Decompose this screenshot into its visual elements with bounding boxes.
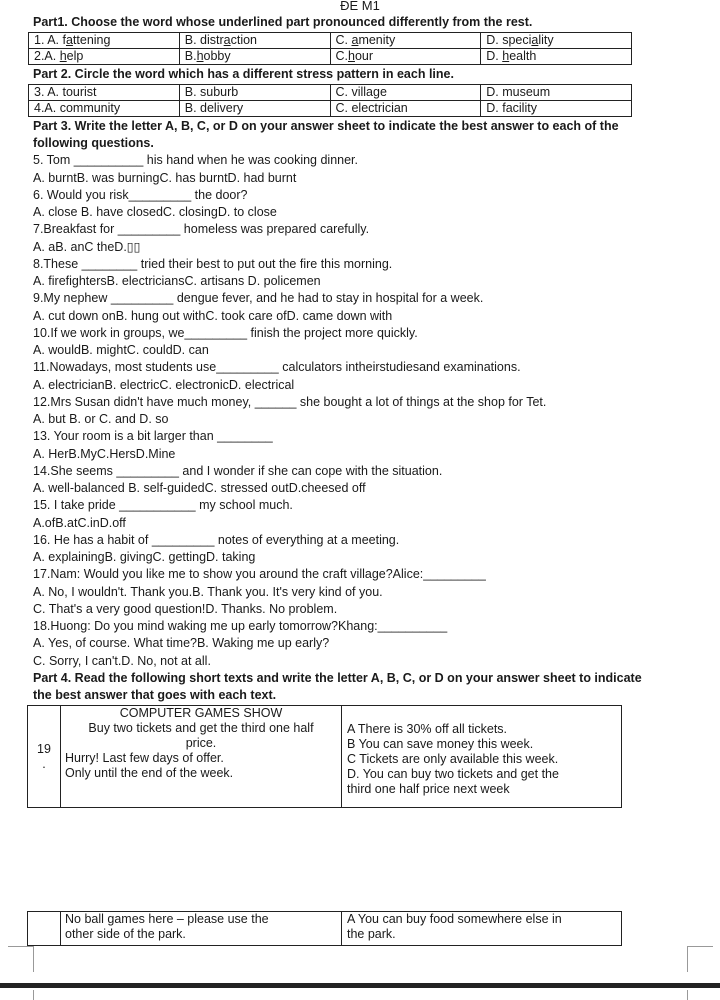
sign-body-line: Only until the end of the week. (65, 766, 234, 780)
option-c: C Tickets are only available this week. (347, 752, 559, 766)
question-line: 6. Would you risk_________ the door? (33, 188, 248, 202)
question-line: 17.Nam: Would you like me to show you around the craft village?Alice:_________ (33, 567, 486, 581)
sign-text-cell (61, 706, 342, 808)
answer-options: C. Sorry, I can't.D. No, not at all. (33, 654, 211, 668)
part4-heading: Part 4. Read the following short texts and write the letter A, B, C, or D on your answer sheet to indicate (33, 671, 642, 685)
option-cell: 3. A. tourist (29, 85, 180, 101)
answer-options: A. well-balanced B. self-guidedC. stressed outD.cheesed off (33, 481, 366, 495)
option-cell: D. facility (481, 101, 632, 117)
table-row (28, 912, 622, 946)
option-b: B You can save money this week. (347, 737, 534, 751)
sign-line: No ball games here – please use the (65, 912, 269, 926)
answer-options: A. firefightersB. electriciansC. artisans D. policemen (33, 274, 321, 288)
option-a-cont: the park. (347, 927, 396, 941)
page-bottom-bar (0, 983, 720, 988)
answer-options: A. electricianB. electricC. electronicD. electrical (33, 378, 295, 392)
table-row (28, 706, 622, 808)
question-number-cell (28, 706, 61, 808)
question-20-table (27, 911, 622, 946)
answer-options: A. HerB.MyC.HersD.Mine (33, 447, 176, 461)
sign-line: other side of the park. (65, 927, 186, 941)
answer-options: A. cut down onB. hung out withC. took care ofD. came down with (33, 309, 393, 323)
part1-table (28, 32, 632, 65)
answer-options: C. That's a very good question!D. Thanks. No problem. (33, 602, 338, 616)
crop-mark-left (8, 946, 34, 972)
option-cell: B.hobby (179, 49, 330, 65)
question-line: 15. I take pride ___________ my school much. (33, 498, 293, 512)
option-cell: B. suburb (179, 85, 330, 101)
answer-options: A. aB. anC theD.▯▯ (33, 240, 141, 254)
page-title: ĐE M1 (340, 0, 380, 13)
question-line: 12.Mrs Susan didn't have much money, ______ she bought a lot of things at the shop for Tet. (33, 395, 547, 409)
question-line: 8.These ________ tried their best to put out the fire this morning. (33, 257, 393, 271)
part2-heading: Part 2. Circle the word which has a different stress pattern in each line. (33, 67, 454, 81)
part4-heading-cont: the best answer that goes with each text. (33, 688, 277, 702)
option-cell: 2.A. help (29, 49, 180, 65)
option-cell: B. delivery (179, 101, 330, 117)
sign-title: COMPUTER GAMES SHOW (119, 706, 283, 720)
answer-options: A. explainingB. givingC. gettingD. taking (33, 550, 256, 564)
part1-heading: Part1. Choose the word whose underlined part pronounced differently from the rest. (33, 15, 533, 29)
option-cell: 4.A. community (29, 101, 180, 117)
option-d-cont: third one half price next week (347, 782, 510, 796)
option-cell: C.hour (330, 49, 481, 65)
options-cell (342, 706, 622, 808)
table-row (29, 49, 632, 65)
table-row (29, 101, 632, 117)
option-cell: C. amenity (330, 33, 481, 49)
question-line: 11.Nowadays, most students use_________ calculators intheirstudiesand examinations. (33, 360, 521, 374)
table-row (29, 85, 632, 101)
option-cell: D. speciality (481, 33, 632, 49)
crop-mark-bottom-right (687, 990, 688, 1000)
answer-options: A. No, I wouldn't. Thank you.B. Thank you. It's very kind of you. (33, 585, 383, 599)
answer-options: A. wouldB. mightC. couldD. can (33, 343, 209, 357)
option-cell: B. distraction (179, 33, 330, 49)
question-line: 10.If we work in groups, we_________ finish the project more quickly. (33, 326, 418, 340)
question-number-dot: . (42, 756, 46, 771)
option-a: A There is 30% off all tickets. (347, 722, 508, 736)
answer-options: A.ofB.atC.inD.off (33, 516, 126, 530)
sign-text-cell (61, 912, 342, 946)
part2-table (28, 84, 632, 117)
part3-heading: Part 3. Write the letter A, B, C, or D on your answer sheet to indicate the best answer to each of the (33, 119, 619, 133)
option-cell: 1. A. fattening (29, 33, 180, 49)
question-line: 13. Your room is a bit larger than ________ (33, 429, 273, 443)
sign-body-line: Hurry! Last few days of offer. (65, 751, 224, 765)
sign-line: Buy two tickets and get the third one half (88, 721, 314, 735)
answer-options: A. close B. have closedC. closingD. to close (33, 205, 277, 219)
option-cell: C. village (330, 85, 481, 101)
part3-heading-cont: following questions. (33, 136, 154, 150)
question-19-table (27, 705, 622, 808)
question-line: 5. Tom __________ his hand when he was cooking dinner. (33, 153, 359, 167)
question-line: 7.Breakfast for _________ homeless was prepared carefully. (33, 222, 370, 236)
answer-options: A. Yes, of course. What time?B. Waking me up early? (33, 636, 330, 650)
option-a: A You can buy food somewhere else in (347, 912, 562, 926)
table-row (29, 33, 632, 49)
options-cell (342, 912, 622, 946)
option-cell: D. museum (481, 85, 632, 101)
option-cell: C. electrician (330, 101, 481, 117)
question-line: 14.She seems _________ and I wonder if she can cope with the situation. (33, 464, 443, 478)
question-number-cell (28, 912, 61, 946)
question-line: 18.Huong: Do you mind waking me up early tomorrow?Khang:__________ (33, 619, 448, 633)
crop-mark-bottom-left (33, 990, 34, 1000)
question-number: 19 (37, 741, 51, 756)
sign-line: price. (185, 736, 217, 750)
question-line: 16. He has a habit of _________ notes of everything at a meeting. (33, 533, 400, 547)
option-d: D. You can buy two tickets and get the (347, 767, 559, 781)
answer-options: A. but B. or C. and D. so (33, 412, 169, 426)
question-line: 9.My nephew _________ dengue fever, and he had to stay in hospital for a week. (33, 291, 484, 305)
option-cell: D. health (481, 49, 632, 65)
crop-mark-right (687, 946, 713, 972)
answer-options: A. burntB. was burningC. has burntD. had burnt (33, 171, 297, 185)
